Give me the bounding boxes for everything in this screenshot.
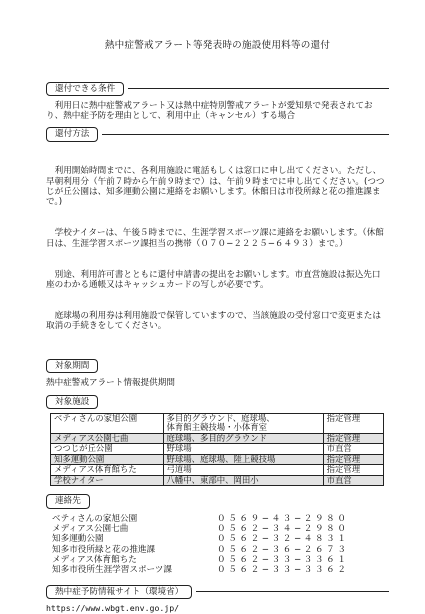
- facility-venues-cell: 庭球場、多目的グラウンド: [163, 433, 323, 443]
- facilities-table: [50, 413, 384, 486]
- website-divider: [196, 591, 389, 592]
- facility-name-cell: 学校ナイター: [51, 475, 164, 485]
- method-paragraph: 庭球場の利用券は利用施設で保管していますので、当該施設の受付窓口で変更または取消の手続きをしてください。: [46, 310, 381, 332]
- facility-management-cell: 指定管理: [323, 433, 383, 443]
- conditions-section-header: [46, 82, 389, 96]
- contact-name: メディアス体育館ちた: [52, 554, 137, 565]
- period-section-header: [46, 359, 389, 373]
- facility-name-cell: ベティさんの家旭公園: [51, 413, 164, 433]
- contact-name: 知多運動公園: [52, 534, 104, 545]
- facility-venues-cell: 八幡中、東部中、岡田小: [163, 475, 323, 485]
- conditions-heading: 還付できる条件: [46, 82, 124, 96]
- method-heading: 還付方法: [46, 127, 98, 141]
- facility-name-cell: メディアス体育館ちた: [51, 465, 164, 475]
- contact-name: 知多市役所生涯学習スポーツ課: [52, 565, 172, 576]
- contacts-section-header: [46, 494, 389, 508]
- facility-management-cell: 市直営: [323, 444, 383, 454]
- facility-management-cell: 指定管理: [323, 413, 383, 433]
- contacts-list: [52, 514, 389, 576]
- conditions-text: 利用日に熱中症警戒アラート又は熱中症特別警戒アラートが愛知県で発表されており、熱中症予防を理由として、利用中止（キャンセル）する場合: [46, 100, 373, 122]
- method-paragraph: 別途、利用許可書とともに還付申請書の提出をお願いします。市直営施設は振込先口座のわかる通帳又はキャッシュカードの写しが必要です。: [46, 269, 381, 290]
- contact-row: [52, 524, 389, 534]
- contact-name: 知多市役所緑と花の推進課: [52, 544, 156, 555]
- contact-phone: ０５６２−３４−２９８０: [217, 523, 349, 534]
- website-link[interactable]: https://www.wbgt.env.go.jp/: [46, 602, 180, 613]
- period-text: 熱中症警戒アラート情報提供期間: [46, 378, 175, 389]
- facility-name-cell: つつじが丘公園: [51, 444, 164, 454]
- facility-venues-cell: 弓道場: [163, 465, 323, 475]
- facility-row: [51, 413, 384, 433]
- contact-phone: ０５６２−３６−２６７３: [217, 544, 349, 555]
- method-text: [46, 146, 389, 352]
- contact-row: [52, 514, 389, 524]
- facilities-heading: 対象施設: [46, 395, 98, 409]
- facility-venues-cell: 多目的グラウンド、庭球場、 体育館主競技場・小体育室: [163, 413, 323, 433]
- facility-venues-cell: 野球場、庭球場、陸上競技場: [163, 454, 323, 464]
- facility-venues-cell: 野球場: [163, 444, 323, 454]
- facility-row: [51, 465, 384, 475]
- contact-row: [52, 545, 389, 555]
- contact-row: [52, 565, 389, 575]
- facilities-section-header: [46, 395, 389, 409]
- facility-row: [51, 475, 384, 485]
- contact-name: メディアス公園七曲: [52, 523, 129, 534]
- method-paragraph: 学校ナイターは、午後５時までに、生涯学習スポーツ課に連絡をお願いします。（休館日は、生涯学習スポーツ課担当の携帯（０７０−２２２５−６４９３）まで。）: [46, 228, 384, 249]
- conditions-divider: [128, 88, 389, 89]
- contact-phone: ０５６２−３２−４８３１: [217, 534, 349, 545]
- website-section-header: [46, 585, 389, 599]
- contact-phone: ０５６９−４３−２９８０: [217, 513, 349, 524]
- contact-phone: ０５６２−３３−３３６１: [217, 554, 349, 565]
- contact-row: [52, 534, 389, 544]
- facility-name-cell: 知多運動公園: [51, 454, 164, 464]
- facility-management-cell: 指定管理: [323, 454, 383, 464]
- facility-row: [51, 433, 384, 443]
- period-heading: 対象期間: [46, 359, 98, 373]
- contacts-heading: 連絡先: [46, 494, 90, 508]
- website-heading: 熱中症予防情報サイト（環境省）: [46, 585, 192, 599]
- facility-row: [51, 444, 384, 454]
- method-section-header: [46, 127, 389, 141]
- facility-management-cell: 指定管理: [323, 465, 383, 475]
- facility-name-cell: メディアス公園七曲: [51, 433, 164, 443]
- page-title: 熱中症警戒アラート等発表時の施設使用料等の還付: [104, 40, 331, 51]
- facility-management-cell: 市直営: [323, 475, 383, 485]
- method-paragraph: 利用開始時間までに、各利用施設に電話もしくは窓口に申し出てください。ただし、早朝利用分（午前７時から午前９時まで）は、午前９時までに申し出てください。(つつじが丘公園は、知多運動公園に連絡をお願いします。休館日は市役所緑と花の推進課まで。): [46, 166, 385, 208]
- contact-row: [52, 555, 389, 565]
- contact-phone: ０５６２−３３−３３６２: [217, 565, 349, 576]
- method-divider: [102, 134, 389, 135]
- contact-name: ベティさんの家旭公園: [52, 513, 138, 524]
- facility-row: [51, 454, 384, 464]
